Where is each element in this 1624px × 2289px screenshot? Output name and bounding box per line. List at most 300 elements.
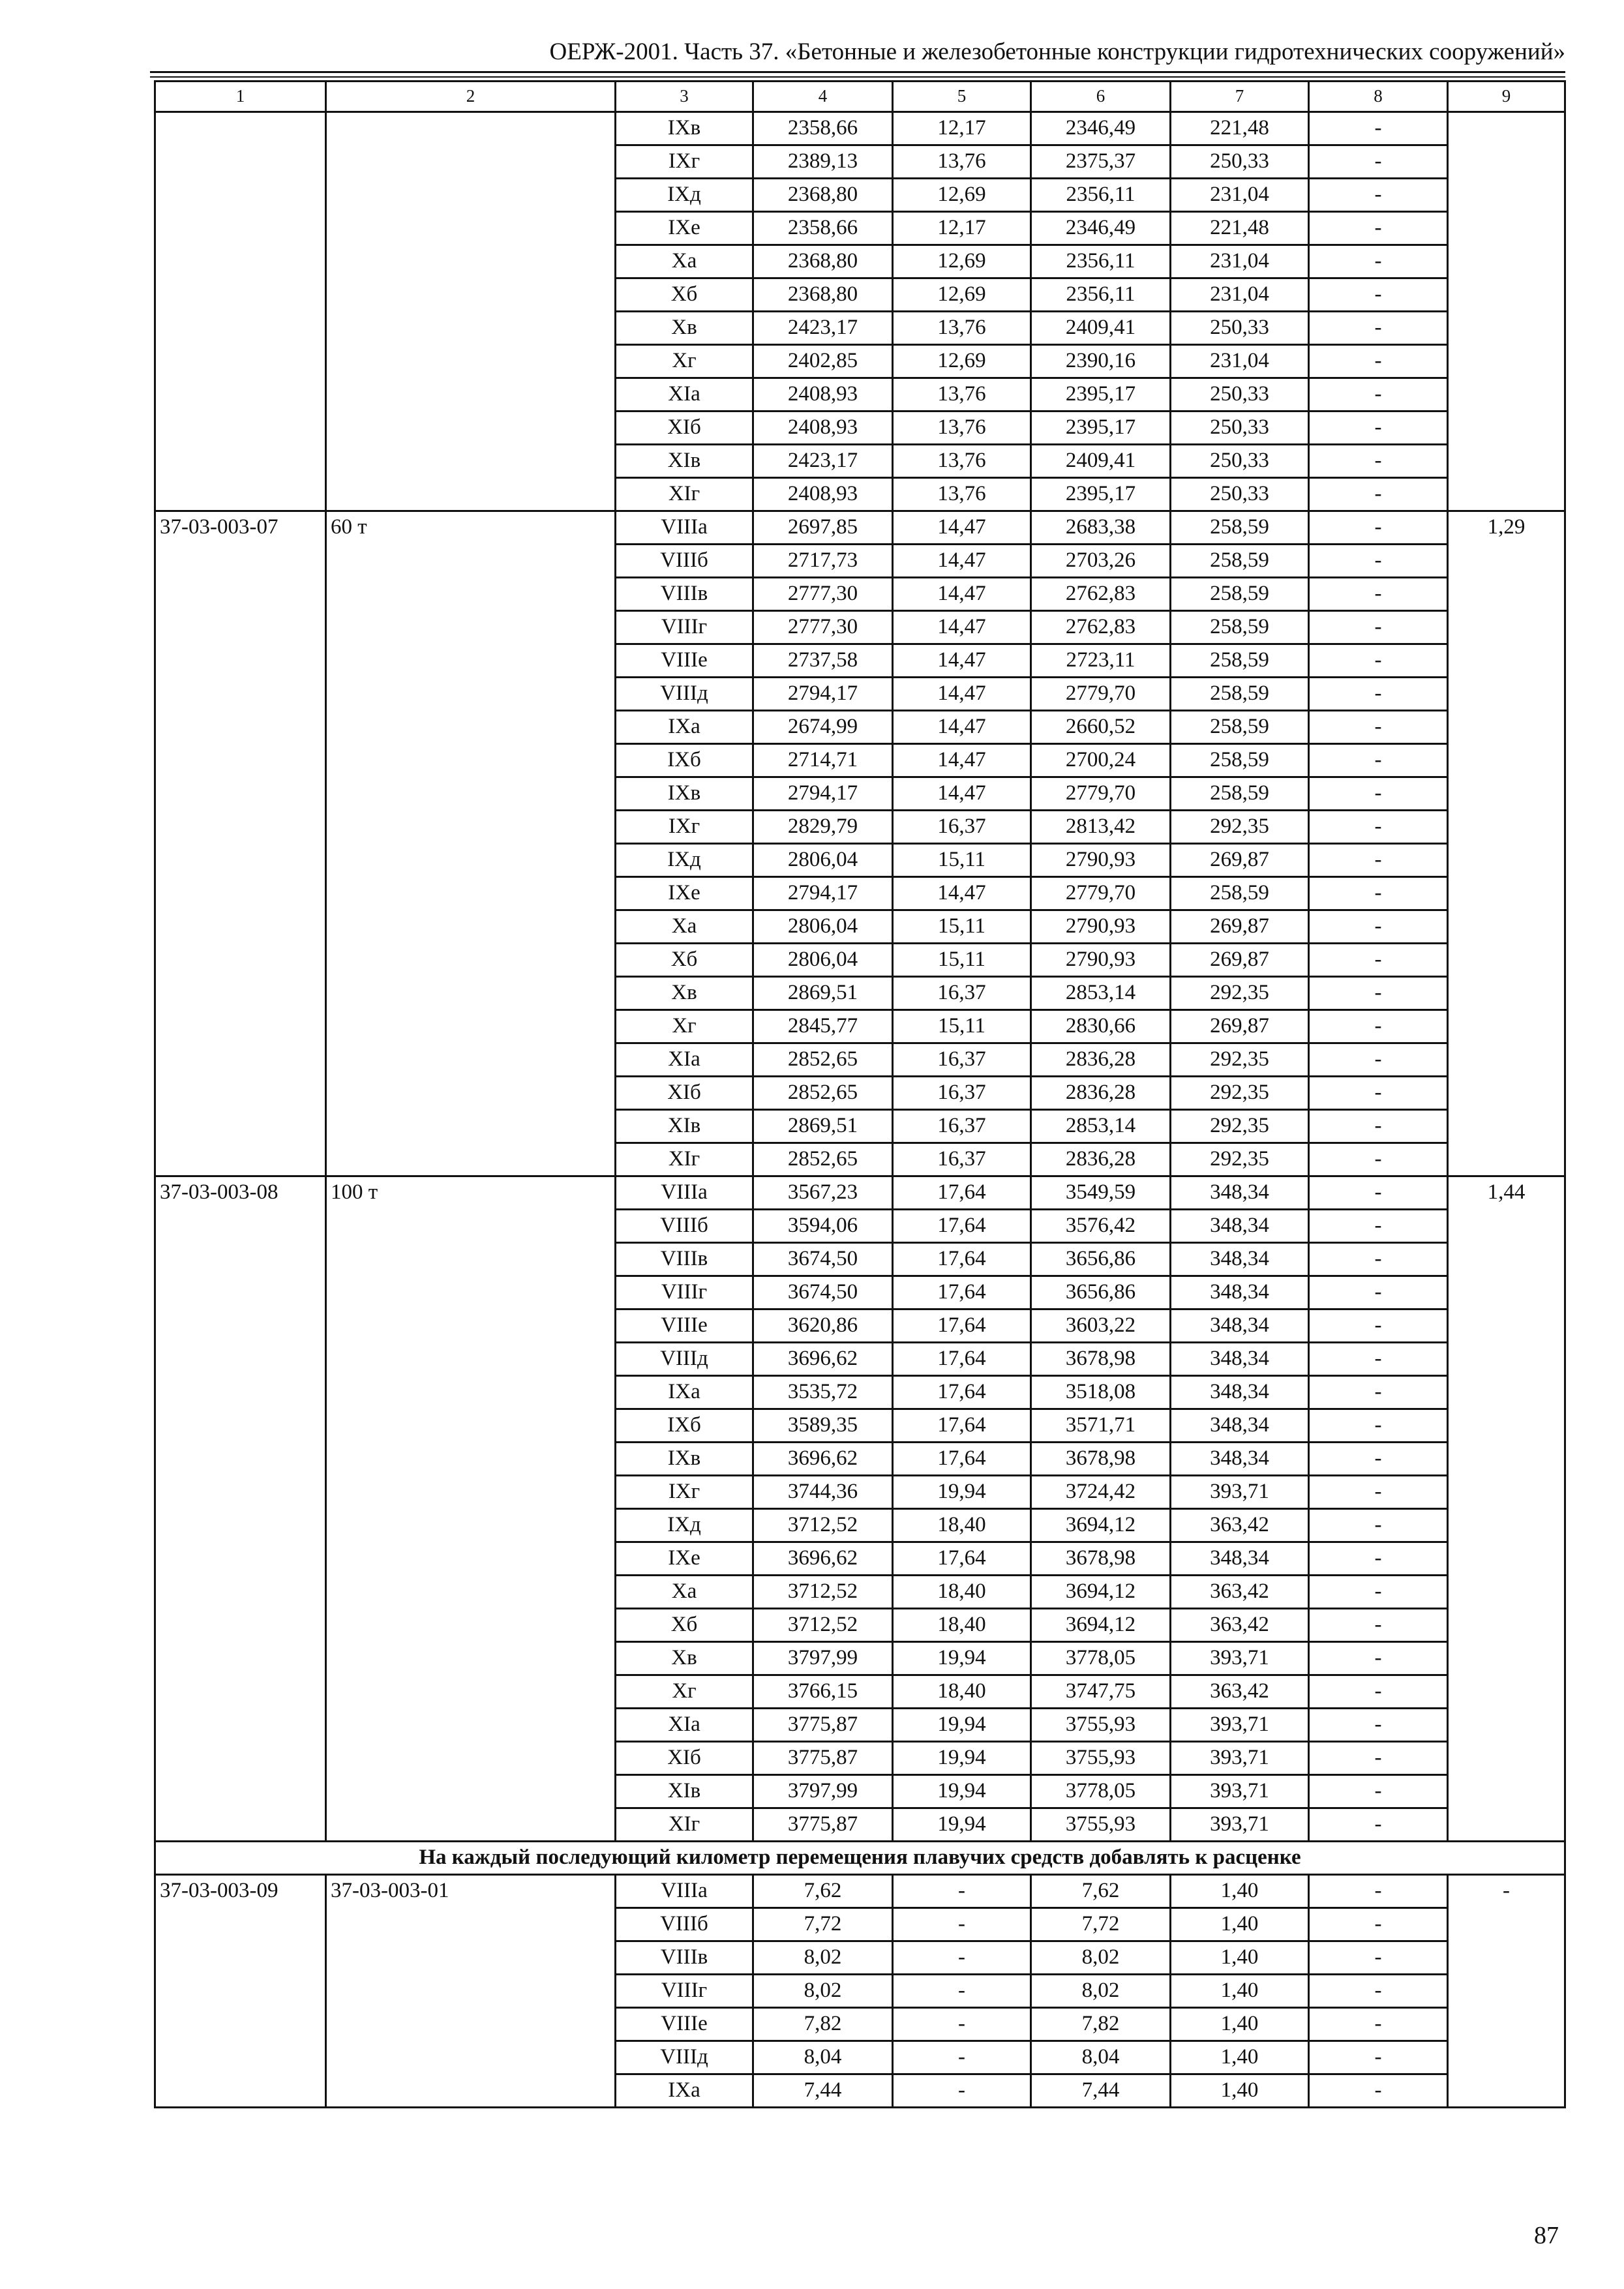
direct-cost-cell: 3766,15	[753, 1675, 893, 1709]
column-number: 7	[1171, 82, 1309, 112]
column-number: 4	[753, 82, 893, 112]
zone-cell: VIIIб	[616, 545, 753, 578]
wages-cell: 19,94	[893, 1709, 1031, 1742]
machines-cell: 3678,98	[1031, 1443, 1171, 1476]
machinist-wages-cell: 258,59	[1171, 644, 1309, 678]
direct-cost-cell: 2806,04	[753, 844, 893, 877]
wages-cell: 19,94	[893, 1742, 1031, 1775]
machines-cell: 3755,93	[1031, 1709, 1171, 1742]
rate-name-cell: 100 т	[326, 1176, 616, 1842]
machinist-wages-cell: 250,33	[1171, 145, 1309, 179]
zone-cell: IXг	[616, 811, 753, 844]
machinist-wages-cell: 348,34	[1171, 1409, 1309, 1443]
wages-cell: 15,11	[893, 1010, 1031, 1043]
materials-cell: -	[1309, 678, 1448, 711]
direct-cost-cell: 2845,77	[753, 1010, 893, 1043]
direct-cost-cell: 2869,51	[753, 977, 893, 1010]
wages-cell: 14,47	[893, 678, 1031, 711]
zone-cell: XIг	[616, 1808, 753, 1842]
machines-cell: 2790,93	[1031, 944, 1171, 977]
machinist-wages-cell: 269,87	[1171, 1010, 1309, 1043]
materials-cell: -	[1309, 1409, 1448, 1443]
wages-cell: 15,11	[893, 944, 1031, 977]
zone-cell: Xа	[616, 910, 753, 944]
wages-cell: 14,47	[893, 611, 1031, 644]
wages-cell: 12,17	[893, 212, 1031, 245]
wages-cell: 15,11	[893, 910, 1031, 944]
machinist-wages-cell: 1,40	[1171, 2074, 1309, 2108]
direct-cost-cell: 2697,85	[753, 511, 893, 545]
materials-cell: -	[1309, 644, 1448, 678]
machinist-wages-cell: 363,42	[1171, 1609, 1309, 1642]
zone-cell: XIв	[616, 1110, 753, 1143]
zone-cell: VIIIа	[616, 511, 753, 545]
wages-cell: 17,64	[893, 1343, 1031, 1376]
materials-cell: -	[1309, 611, 1448, 644]
materials-cell: -	[1309, 1077, 1448, 1110]
machines-cell: 3778,05	[1031, 1642, 1171, 1675]
machines-cell: 2395,17	[1031, 478, 1171, 511]
machines-cell: 2390,16	[1031, 345, 1171, 378]
direct-cost-cell: 2806,04	[753, 910, 893, 944]
materials-cell: -	[1309, 711, 1448, 744]
materials-cell: -	[1309, 977, 1448, 1010]
materials-cell: -	[1309, 511, 1448, 545]
direct-cost-cell: 2408,93	[753, 478, 893, 511]
zone-cell: VIIIа	[616, 1176, 753, 1210]
wages-cell: 14,47	[893, 777, 1031, 811]
direct-cost-cell: 3797,99	[753, 1775, 893, 1808]
zone-cell: IXв	[616, 777, 753, 811]
wages-cell: 17,64	[893, 1443, 1031, 1476]
machinist-wages-cell: 269,87	[1171, 844, 1309, 877]
machinist-wages-cell: 348,34	[1171, 1276, 1309, 1309]
machines-cell: 2375,37	[1031, 145, 1171, 179]
materials-cell: -	[1309, 777, 1448, 811]
wages-cell: 13,76	[893, 411, 1031, 445]
machinist-wages-cell: 348,34	[1171, 1376, 1309, 1409]
zone-cell: IXб	[616, 744, 753, 777]
materials-cell: -	[1309, 245, 1448, 278]
zone-cell: VIIIг	[616, 1276, 753, 1309]
materials-cell: -	[1309, 1143, 1448, 1176]
machines-cell: 2779,70	[1031, 777, 1171, 811]
machines-cell: 2813,42	[1031, 811, 1171, 844]
direct-cost-cell: 3696,62	[753, 1343, 893, 1376]
machines-cell: 2779,70	[1031, 678, 1171, 711]
zone-cell: Xг	[616, 345, 753, 378]
machines-cell: 2723,11	[1031, 644, 1171, 678]
machinist-wages-cell: 258,59	[1171, 545, 1309, 578]
machinist-wages-cell: 292,35	[1171, 811, 1309, 844]
materials-cell: -	[1309, 2041, 1448, 2074]
machinist-wages-cell: 292,35	[1171, 1110, 1309, 1143]
rate-code-cell	[155, 112, 326, 511]
machinist-wages-cell: 393,71	[1171, 1709, 1309, 1742]
machines-cell: 3518,08	[1031, 1376, 1171, 1409]
wages-cell: -	[893, 1941, 1031, 1975]
machinist-wages-cell: 393,71	[1171, 1775, 1309, 1808]
machinist-wages-cell: 348,34	[1171, 1243, 1309, 1276]
materials-cell: -	[1309, 1043, 1448, 1077]
rate-name-cell	[326, 112, 616, 511]
materials-cell: -	[1309, 1376, 1448, 1409]
note-text: На каждый последующий километр перемещения плавучих средств добавлять к расценке	[155, 1842, 1565, 1875]
zone-cell: Xб	[616, 1609, 753, 1642]
machines-cell: 2409,41	[1031, 445, 1171, 478]
direct-cost-cell: 2794,17	[753, 678, 893, 711]
wages-cell: 19,94	[893, 1775, 1031, 1808]
direct-cost-cell: 3744,36	[753, 1476, 893, 1509]
machinist-wages-cell: 348,34	[1171, 1176, 1309, 1210]
materials-cell: -	[1309, 1343, 1448, 1376]
machines-cell: 2830,66	[1031, 1010, 1171, 1043]
machines-cell: 2700,24	[1031, 744, 1171, 777]
machinist-wages-cell: 348,34	[1171, 1343, 1309, 1376]
wages-cell: 17,64	[893, 1542, 1031, 1576]
wages-cell: -	[893, 1875, 1031, 1908]
table-row	[155, 1875, 1565, 1908]
wages-cell: 17,64	[893, 1376, 1031, 1409]
zone-cell: VIIIе	[616, 644, 753, 678]
machinist-wages-cell: 258,59	[1171, 744, 1309, 777]
machinist-wages-cell: 258,59	[1171, 611, 1309, 644]
wages-cell: -	[893, 1908, 1031, 1941]
direct-cost-cell: 7,72	[753, 1908, 893, 1941]
zone-cell: Xб	[616, 944, 753, 977]
wages-cell: 12,69	[893, 278, 1031, 312]
materials-cell: -	[1309, 1210, 1448, 1243]
machinist-wages-cell: 363,42	[1171, 1509, 1309, 1542]
zone-cell: VIIIа	[616, 1875, 753, 1908]
machines-cell: 3755,93	[1031, 1808, 1171, 1842]
materials-cell: -	[1309, 1309, 1448, 1343]
machinist-wages-cell: 348,34	[1171, 1443, 1309, 1476]
machinist-wages-cell: 269,87	[1171, 910, 1309, 944]
machines-cell: 8,02	[1031, 1975, 1171, 2008]
zone-cell: Xг	[616, 1675, 753, 1709]
coefficient-cell: 1,29	[1448, 511, 1565, 1176]
machines-cell: 2683,38	[1031, 511, 1171, 545]
direct-cost-cell: 2423,17	[753, 445, 893, 478]
page-header: ОЕРЖ-2001. Часть 37. «Бетонные и железобетонные конструкции гидротехнических сооружений»	[549, 38, 1565, 65]
zone-cell: IXе	[616, 877, 753, 910]
wages-cell: 16,37	[893, 1143, 1031, 1176]
machinist-wages-cell: 258,59	[1171, 678, 1309, 711]
zone-cell: IXа	[616, 1376, 753, 1409]
zone-cell: IXг	[616, 145, 753, 179]
zone-cell: Xв	[616, 312, 753, 345]
zone-cell: XIб	[616, 1742, 753, 1775]
machines-cell: 7,62	[1031, 1875, 1171, 1908]
wages-cell: 16,37	[893, 1043, 1031, 1077]
materials-cell: -	[1309, 1875, 1448, 1908]
zone-cell: IXв	[616, 1443, 753, 1476]
direct-cost-cell: 2829,79	[753, 811, 893, 844]
machinist-wages-cell: 292,35	[1171, 1077, 1309, 1110]
machines-cell: 3694,12	[1031, 1576, 1171, 1609]
machinist-wages-cell: 292,35	[1171, 1043, 1309, 1077]
materials-cell: -	[1309, 1010, 1448, 1043]
machines-cell: 2703,26	[1031, 545, 1171, 578]
direct-cost-cell: 2402,85	[753, 345, 893, 378]
machines-cell: 3755,93	[1031, 1742, 1171, 1775]
direct-cost-cell: 3674,50	[753, 1276, 893, 1309]
machinist-wages-cell: 269,87	[1171, 944, 1309, 977]
rate-name-cell: 37-03-003-01	[326, 1875, 616, 2108]
machines-cell: 2762,83	[1031, 611, 1171, 644]
zone-cell: IXа	[616, 711, 753, 744]
zone-cell: IXг	[616, 1476, 753, 1509]
machinist-wages-cell: 258,59	[1171, 711, 1309, 744]
wages-cell: 13,76	[893, 478, 1031, 511]
materials-cell: -	[1309, 1642, 1448, 1675]
machinist-wages-cell: 292,35	[1171, 977, 1309, 1010]
note-row	[155, 1842, 1565, 1875]
machines-cell: 7,82	[1031, 2008, 1171, 2041]
direct-cost-cell: 2368,80	[753, 245, 893, 278]
zone-cell: XIб	[616, 411, 753, 445]
direct-cost-cell: 3712,52	[753, 1509, 893, 1542]
materials-cell: -	[1309, 1243, 1448, 1276]
machinist-wages-cell: 258,59	[1171, 578, 1309, 611]
machinist-wages-cell: 348,34	[1171, 1210, 1309, 1243]
machinist-wages-cell: 250,33	[1171, 478, 1309, 511]
machines-cell: 2395,17	[1031, 411, 1171, 445]
materials-cell: -	[1309, 1110, 1448, 1143]
direct-cost-cell: 3797,99	[753, 1642, 893, 1675]
wages-cell: 14,47	[893, 877, 1031, 910]
zone-cell: XIг	[616, 1143, 753, 1176]
wages-cell: 18,40	[893, 1509, 1031, 1542]
materials-cell: -	[1309, 445, 1448, 478]
materials-cell: -	[1309, 2074, 1448, 2108]
wages-cell: 14,47	[893, 744, 1031, 777]
direct-cost-cell: 3775,87	[753, 1742, 893, 1775]
rates-table	[154, 80, 1566, 2108]
column-number: 2	[326, 82, 616, 112]
zone-cell: XIв	[616, 445, 753, 478]
direct-cost-cell: 8,02	[753, 1975, 893, 2008]
materials-cell: -	[1309, 1941, 1448, 1975]
zone-cell: VIIIд	[616, 1343, 753, 1376]
direct-cost-cell: 7,44	[753, 2074, 893, 2108]
machinist-wages-cell: 250,33	[1171, 312, 1309, 345]
machinist-wages-cell: 250,33	[1171, 378, 1309, 411]
coefficient-cell	[1448, 112, 1565, 511]
materials-cell: -	[1309, 1276, 1448, 1309]
wages-cell: -	[893, 2008, 1031, 2041]
machines-cell: 3678,98	[1031, 1343, 1171, 1376]
column-number: 1	[155, 82, 326, 112]
zone-cell: VIIIв	[616, 1941, 753, 1975]
wages-cell: 17,64	[893, 1309, 1031, 1343]
wages-cell: 18,40	[893, 1675, 1031, 1709]
materials-cell: -	[1309, 411, 1448, 445]
materials-cell: -	[1309, 345, 1448, 378]
rate-code-cell: 37-03-003-08	[155, 1176, 326, 1842]
materials-cell: -	[1309, 1176, 1448, 1210]
machinist-wages-cell: 221,48	[1171, 112, 1309, 145]
materials-cell: -	[1309, 1709, 1448, 1742]
wages-cell: 18,40	[893, 1576, 1031, 1609]
machines-cell: 3778,05	[1031, 1775, 1171, 1808]
machinist-wages-cell: 231,04	[1171, 179, 1309, 212]
machinist-wages-cell: 393,71	[1171, 1808, 1309, 1842]
materials-cell: -	[1309, 179, 1448, 212]
wages-cell: 12,69	[893, 245, 1031, 278]
direct-cost-cell: 3535,72	[753, 1376, 893, 1409]
materials-cell: -	[1309, 944, 1448, 977]
table-row	[155, 112, 1565, 145]
wages-cell: 19,94	[893, 1476, 1031, 1509]
zone-cell: IXд	[616, 179, 753, 212]
rate-code-cell: 37-03-003-07	[155, 511, 326, 1176]
wages-cell: 18,40	[893, 1609, 1031, 1642]
column-number: 3	[616, 82, 753, 112]
wages-cell: 19,94	[893, 1642, 1031, 1675]
machinist-wages-cell: 363,42	[1171, 1675, 1309, 1709]
direct-cost-cell: 8,04	[753, 2041, 893, 2074]
materials-cell: -	[1309, 2008, 1448, 2041]
materials-cell: -	[1309, 312, 1448, 345]
table-body	[155, 82, 1565, 2108]
machinist-wages-cell: 231,04	[1171, 278, 1309, 312]
direct-cost-cell: 3589,35	[753, 1409, 893, 1443]
machines-cell: 2836,28	[1031, 1077, 1171, 1110]
wages-cell: 16,37	[893, 977, 1031, 1010]
materials-cell: -	[1309, 1775, 1448, 1808]
zone-cell: Xв	[616, 1642, 753, 1675]
machines-cell: 3656,86	[1031, 1243, 1171, 1276]
wages-cell: 13,76	[893, 378, 1031, 411]
zone-cell: VIIIг	[616, 1975, 753, 2008]
materials-cell: -	[1309, 278, 1448, 312]
zone-cell: IXв	[616, 112, 753, 145]
zone-cell: VIIIд	[616, 678, 753, 711]
zone-cell: XIг	[616, 478, 753, 511]
wages-cell: 13,76	[893, 145, 1031, 179]
machines-cell: 3747,75	[1031, 1675, 1171, 1709]
zone-cell: XIа	[616, 1709, 753, 1742]
machines-cell: 8,04	[1031, 2041, 1171, 2074]
machines-cell: 2853,14	[1031, 977, 1171, 1010]
machines-cell: 3694,12	[1031, 1509, 1171, 1542]
machines-cell: 2790,93	[1031, 910, 1171, 944]
materials-cell: -	[1309, 1975, 1448, 2008]
machines-cell: 3694,12	[1031, 1609, 1171, 1642]
direct-cost-cell: 2674,99	[753, 711, 893, 744]
wages-cell: -	[893, 1975, 1031, 2008]
materials-cell: -	[1309, 1542, 1448, 1576]
zone-cell: Xг	[616, 1010, 753, 1043]
wages-cell: 13,76	[893, 445, 1031, 478]
direct-cost-cell: 3775,87	[753, 1808, 893, 1842]
materials-cell: -	[1309, 910, 1448, 944]
direct-cost-cell: 2777,30	[753, 611, 893, 644]
machines-cell: 7,44	[1031, 2074, 1171, 2108]
machinist-wages-cell: 258,59	[1171, 777, 1309, 811]
materials-cell: -	[1309, 1443, 1448, 1476]
wages-cell: 17,64	[893, 1176, 1031, 1210]
zone-cell: XIа	[616, 378, 753, 411]
machinist-wages-cell: 231,04	[1171, 245, 1309, 278]
column-number: 6	[1031, 82, 1171, 112]
direct-cost-cell: 2852,65	[753, 1077, 893, 1110]
machines-cell: 3571,71	[1031, 1409, 1171, 1443]
materials-cell: -	[1309, 578, 1448, 611]
machines-cell: 2346,49	[1031, 212, 1171, 245]
column-number-row	[155, 82, 1565, 112]
table-row	[155, 1176, 1565, 1210]
zone-cell: VIIIб	[616, 1210, 753, 1243]
zone-cell: XIа	[616, 1043, 753, 1077]
machinist-wages-cell: 221,48	[1171, 212, 1309, 245]
machines-cell: 2836,28	[1031, 1143, 1171, 1176]
wages-cell: 12,69	[893, 179, 1031, 212]
machines-cell: 2395,17	[1031, 378, 1171, 411]
header-rule	[150, 71, 1565, 73]
zone-cell: Xа	[616, 245, 753, 278]
materials-cell: -	[1309, 478, 1448, 511]
wages-cell: 16,37	[893, 1110, 1031, 1143]
direct-cost-cell: 2737,58	[753, 644, 893, 678]
direct-cost-cell: 3696,62	[753, 1542, 893, 1576]
wages-cell: -	[893, 2041, 1031, 2074]
zone-cell: IXд	[616, 1509, 753, 1542]
machinist-wages-cell: 348,34	[1171, 1542, 1309, 1576]
zone-cell: IXа	[616, 2074, 753, 2108]
direct-cost-cell: 2368,80	[753, 179, 893, 212]
materials-cell: -	[1309, 1808, 1448, 1842]
direct-cost-cell: 3775,87	[753, 1709, 893, 1742]
machines-cell: 2356,11	[1031, 245, 1171, 278]
wages-cell: -	[893, 2074, 1031, 2108]
machinist-wages-cell: 258,59	[1171, 511, 1309, 545]
zone-cell: IXб	[616, 1409, 753, 1443]
wages-cell: 15,11	[893, 844, 1031, 877]
table-row	[155, 511, 1565, 545]
machines-cell: 2346,49	[1031, 112, 1171, 145]
materials-cell: -	[1309, 212, 1448, 245]
wages-cell: 14,47	[893, 711, 1031, 744]
direct-cost-cell: 2423,17	[753, 312, 893, 345]
machines-cell: 3603,22	[1031, 1309, 1171, 1343]
machinist-wages-cell: 1,40	[1171, 1908, 1309, 1941]
direct-cost-cell: 2368,80	[753, 278, 893, 312]
direct-cost-cell: 7,62	[753, 1875, 893, 1908]
wages-cell: 16,37	[893, 1077, 1031, 1110]
materials-cell: -	[1309, 811, 1448, 844]
wages-cell: 17,64	[893, 1276, 1031, 1309]
materials-cell: -	[1309, 1675, 1448, 1709]
wages-cell: 14,47	[893, 545, 1031, 578]
zone-cell: IXе	[616, 1542, 753, 1576]
machinist-wages-cell: 1,40	[1171, 1975, 1309, 2008]
direct-cost-cell: 3696,62	[753, 1443, 893, 1476]
machinist-wages-cell: 258,59	[1171, 877, 1309, 910]
machinist-wages-cell: 1,40	[1171, 1941, 1309, 1975]
column-number: 9	[1448, 82, 1565, 112]
zone-cell: VIIIг	[616, 611, 753, 644]
direct-cost-cell: 2794,17	[753, 877, 893, 910]
zone-cell: IXе	[616, 212, 753, 245]
machines-cell: 3576,42	[1031, 1210, 1171, 1243]
direct-cost-cell: 3567,23	[753, 1176, 893, 1210]
header-rule-thin	[150, 76, 1565, 78]
direct-cost-cell: 7,82	[753, 2008, 893, 2041]
rate-code-cell: 37-03-003-09	[155, 1875, 326, 2108]
